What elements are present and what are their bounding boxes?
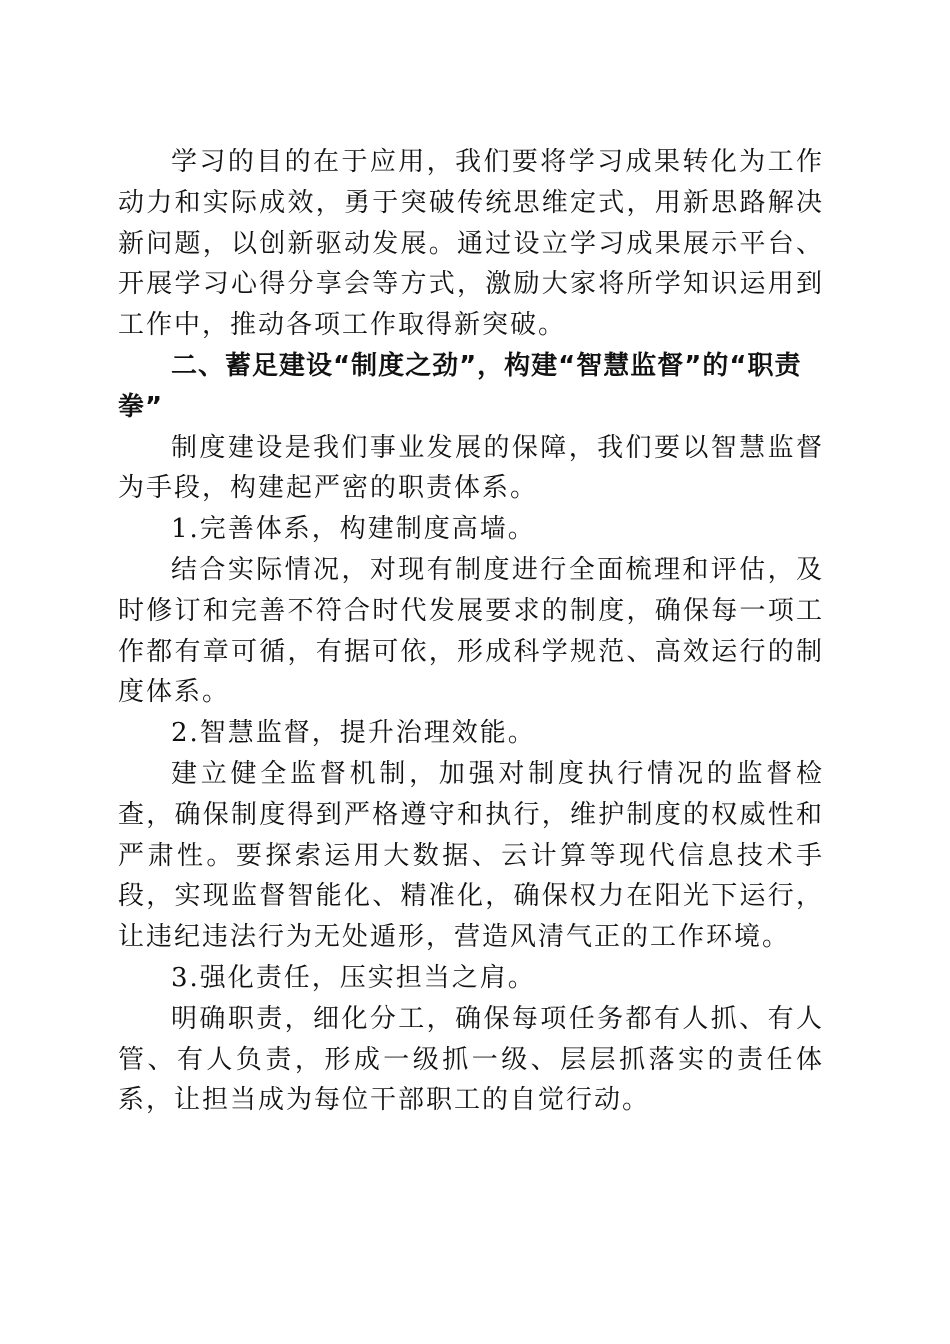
list-item-heading-3: 3.强化责任，压实担当之肩。 (171, 962, 536, 993)
paragraph-learning-application: 学习的目的在于应用，我们要将学习成果转化为工作动力和实际成效，勇于突破传统思维定式，用新思路解决新问题，以创新驱动发展。通过设立学习成果展示平台、开展学习心得分享会等方式，激励大家将所学知识运用到工作中，推动各项工作取得新突破。 (118, 147, 824, 341)
paragraph-responsibility: 明确职责，细化分工，确保每项任务都有人抓、有人管、有人负责，形成一级抓一级、层层抓落实的责任体系，让担当成为每位干部职工的自觉行动。 (118, 1003, 824, 1116)
section-heading-2: 二、蓄足建设“制度之劲”，构建“智慧监督”的“职责拳” (118, 350, 802, 422)
list-item-heading-2: 2.智慧监督，提升治理效能。 (171, 718, 536, 749)
paragraph-smart-supervision: 建立健全监督机制，加强对制度执行情况的监督检查，确保制度得到严格遵守和执行，维护制度的权威性和严肃性。要探索运用大数据、云计算等现代信息技术手段，实现监督智能化、精准化，确保权力在阳光下运行，让违纪违法行为无处遁形，营造风清气正的工作环境。 (118, 758, 824, 953)
paragraph-improve-system: 结合实际情况，对现有制度进行全面梳理和评估，及时修订和完善不符合时代发展要求的制度，确保每一项工作都有章可循，有据可依，形成科学规范、高效运行的制度体系。 (118, 554, 824, 708)
document-page (118, 142, 824, 1121)
paragraph-system-construction: 制度建设是我们事业发展的保障，我们要以智慧监督为手段，构建起严密的职责体系。 (118, 432, 824, 504)
list-item-heading-1: 1.完善体系，构建制度高墙。 (171, 514, 536, 545)
